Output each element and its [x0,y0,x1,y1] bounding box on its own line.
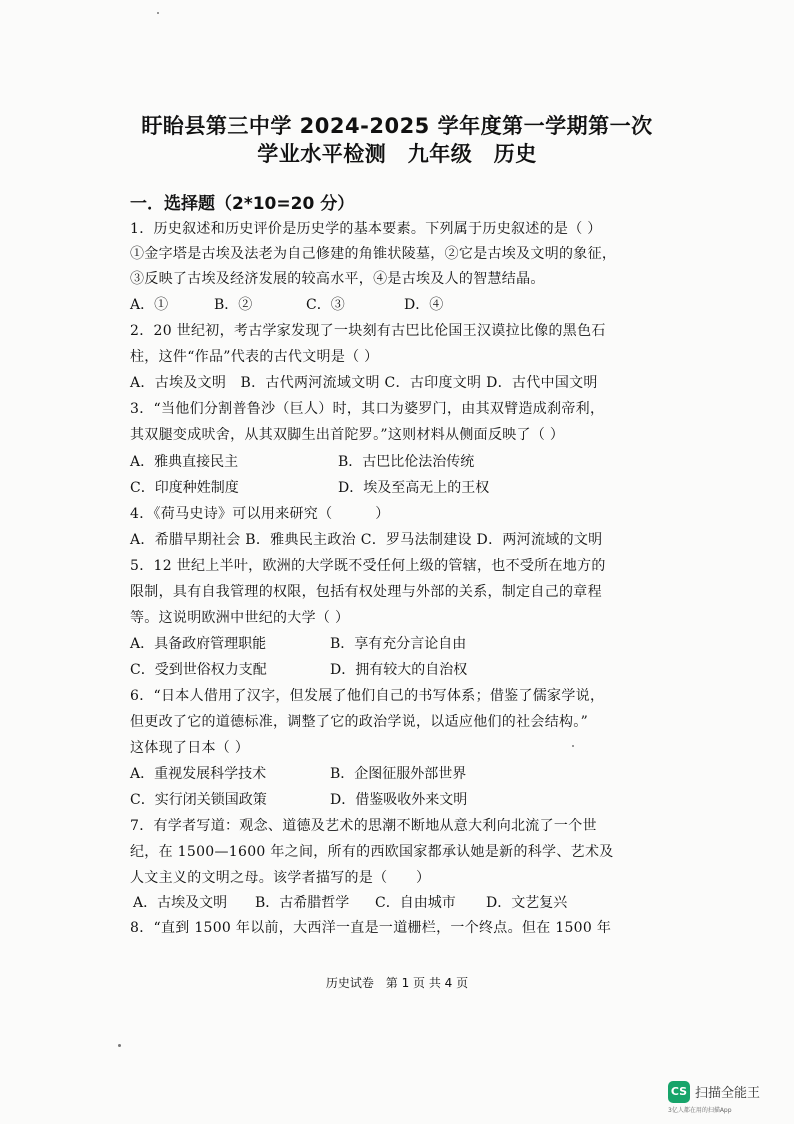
q2-options: A．古埃及文明 B．古代两河流域文明 C．古印度文明 D．古代中国文明 [130,375,598,391]
scanner-logo-icon: CS [668,1081,690,1103]
footer-page-number: 第 1 页 共 4 页 [385,976,469,990]
q3-line-2: 其双腿变成吠舍，从其双脚生出首陀罗。”这则材料从侧面反映了（ ） [130,427,565,443]
page-footer [0,974,794,991]
q6-option-a: A．重视发展科学技术 [130,766,267,782]
q1-option-a: A．① [130,297,169,313]
q1-line-2: ①金字塔是古埃及法老为自己修建的角锥状陵墓，②它是古埃及文明的象征， [130,246,617,262]
q5-line-2: 限制，具有自我管理的权限，包括有权处理与外部的关系，制定自己的章程 [130,584,602,600]
scanner-tagline: 3亿人都在用的扫描App [668,1107,732,1114]
q4-stem: 4．《荷马史诗》可以用来研究（ ） [130,506,390,522]
scan-speck [572,745,574,747]
q8-stem: 8．“直到 1500 年以前，大西洋一直是一道栅栏，一个终点。但在 1500 年 [130,920,612,936]
q3-option-d: D．埃及至高无上的王权 [338,480,490,496]
scanner-watermark [668,1079,778,1115]
q7-option-d: D．文艺复兴 [486,895,568,911]
q3-option-a: A．雅典直接民主 [130,454,239,470]
scanner-app-name: 扫描全能王 [695,1086,761,1101]
q6-option-c: C．实行闭关锁国政策 [130,792,267,808]
q1-option-d: D．④ [404,297,444,313]
q5-option-a: A．具备政府管理职能 [130,636,267,652]
q5-stem: 5．12 世纪上半叶，欧洲的大学既不受任何上级的管辖，也不受所在地方的 [130,558,606,574]
q3-option-c: C．印度种姓制度 [130,480,239,496]
footer-paper-label: 历史试卷 [325,976,374,990]
q1-option-c: C．③ [306,297,345,313]
q7-option-a: A．古埃及文明 [133,895,228,911]
q5-line-3: 等。这说明欧洲中世纪的大学（ ） [130,610,350,626]
q1-option-b: B．② [214,297,253,313]
q7-line-3: 人文主义的文明之母。该学者描写的是（ ） [130,870,431,886]
title-line-2: 学业水平检测 九年级 历史 [257,142,537,166]
q1-line-3: ③反映了古埃及经济发展的较高水平，④是古埃及人的智慧结晶。 [130,271,545,287]
title-line-1: 盱眙县第三中学 2024-2025 学年度第一学期第一次 [141,114,653,138]
q7-option-c: C．自由城市 [375,895,456,911]
q7-stem: 7．有学者写道：观念、道德及艺术的思潮不断地从意大利向北流了一个世 [130,818,597,834]
q5-option-d: D．拥有较大的自治权 [330,662,468,678]
q2-stem: 2．20 世纪初，考古学家发现了一块刻有古巴比伦国王汉谟拉比像的黑色石 [130,323,606,339]
section-title: 一．选择题（2*10=20 分） [130,194,355,214]
scan-speck [157,12,159,14]
q7-option-b: B．古希腊哲学 [255,895,350,911]
scan-speck [118,1044,121,1047]
q6-option-d: D．借鉴吸收外来文明 [330,792,468,808]
q5-option-c: C．受到世俗权力支配 [130,662,267,678]
q2-line-2: 柱，这件“作品”代表的古代文明是（ ） [130,349,379,365]
q3-stem: 3．“当他们分割普鲁沙（巨人）时，其口为婆罗门，由其双臂造成刹帝利， [130,401,605,417]
q1-stem: 1．历史叙述和历史评价是历史学的基本要素。下列属于历史叙述的是（ ） [130,221,602,237]
q4-options: A．希腊早期社会 B．雅典民主政治 C．罗马法制建设 D．两河流域的文明 [130,532,603,548]
q7-line-2: 纪，在 1500—1600 年之间，所有的西欧国家都承认她是新的科学、艺术及 [130,844,614,860]
q6-stem: 6．“日本人借用了汉字，但发展了他们自己的书写体系；借鉴了儒家学说， [130,688,605,704]
q6-line-2: 但更改了它的道德标准，调整了它的政治学说，以适应他们的社会结构。” [130,714,589,730]
q5-option-b: B．享有充分言论自由 [330,636,467,652]
q6-option-b: B．企图征服外部世界 [330,766,467,782]
q6-line-3: 这体现了日本（ ） [130,740,250,756]
q3-option-b: B．古巴比伦法治传统 [338,454,475,470]
